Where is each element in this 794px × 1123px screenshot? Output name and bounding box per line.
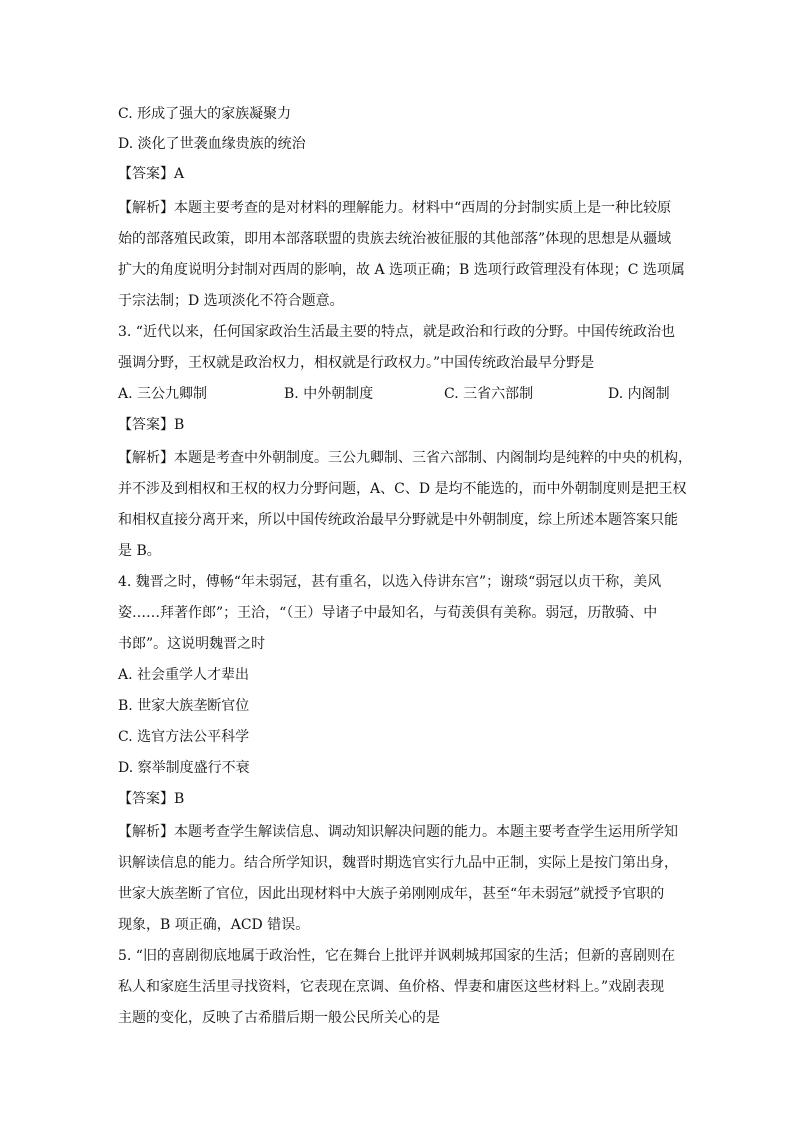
q2-analysis-line: 扩大的角度说明分封制对西周的影响，故 A 选项正确；B 选项行政管理没有体现；C 选项属 (118, 262, 685, 278)
q3-option-d: D. 内阁制 (608, 386, 670, 402)
q3-option-b: B. 中外朝制度 (284, 386, 374, 402)
q3-analysis-line: 【解析】本题是考查中外朝制度。三公九卿制、三省六部制、内阁制均是纯粹的中央的机构， (118, 450, 692, 466)
q3-stem-line: 3. “近代以来，任何国家政治生活最主要的特点，就是政治和行政的分野。中国传统政治也 (118, 324, 675, 340)
q4-analysis-line: 世家大族垄断了官位，因此出现材料中大族子弟刚刚成年，甚至“年未弱冠”就授予官职的 (118, 886, 665, 902)
q4-analysis-line: 识解读信息的能力。结合所学知识，魏晋时期选官实行九品中正制，实际上是按门第出身， (118, 855, 678, 871)
q3-option-a: A. 三公九卿制 (118, 386, 208, 402)
q4-stem-line: 姿……拜著作郎”；王洽，“（王）导诸子中最知名，与荀羡俱有美称。弱冠，历散骑、中 (118, 605, 658, 621)
q3-answer: 【答案】B (118, 417, 185, 433)
q4-analysis-line: 现象，B 项正确，ACD 错误。 (118, 917, 310, 933)
q3-options (118, 384, 678, 404)
q2-answer: 【答案】A (118, 166, 185, 182)
q4-analysis-line: 【解析】本题考查学生解读信息、调动知识解决问题的能力。本题主要考查学生运用所学知 (118, 824, 678, 840)
q4-option-b: B. 世家大族垄断官位 (118, 698, 250, 714)
q4-option-c: C. 选官方法公平科学 (118, 729, 250, 745)
q5-stem-line: 主题的变化，反映了古希腊后期一般公民所关心的是 (118, 1010, 440, 1026)
q4-option-d: D. 察举制度盛行不衰 (118, 760, 250, 776)
q3-analysis-line: 并不涉及到相权和王权的权力分野问题，A、C、D 是均不能选的，而中外朝制度则是把王权 (118, 481, 687, 497)
q4-stem-line: 4. 魏晋之时，傅畅“年未弱冠，甚有重名，以选入侍讲东宫”；谢琰“弱冠以贞干称，美风 (118, 574, 662, 590)
q2-option-c: C. 形成了强大的家族凝聚力 (118, 106, 292, 122)
q2-analysis-line: 始的部落殖民政策，即用本部落联盟的贵族去统治被征服的其他部落”体现的思想是从疆域 (118, 231, 672, 247)
q5-stem-line: 5. “旧的喜剧彻底地属于政治性，它在舞台上批评并讽刺城邦国家的生活；但新的喜剧则在 (118, 948, 675, 964)
q3-option-c: C. 三省六部制 (444, 386, 534, 402)
q5-stem-line: 私人和家庭生活里寻找资料，它表现在烹调、鱼价格、悍妻和庸医这些材料上。”戏剧表现 (118, 979, 665, 995)
q4-answer: 【答案】B (118, 791, 185, 807)
q3-analysis-line: 和相权直接分离开来，所以中国传统政治最早分野就是中外朝制度，综上所述本题答案只能 (118, 512, 678, 528)
q4-stem-line: 书郎”。这说明魏晋之时 (118, 636, 266, 652)
q4-option-a: A. 社会重学人才辈出 (118, 667, 250, 683)
q3-analysis-line: 是 B。 (118, 543, 161, 559)
q2-option-d: D. 淡化了世袭血缘贵族的统治 (118, 136, 306, 152)
q2-analysis-line: 【解析】本题主要考查的是对材料的理解能力。材料中“西周的分封制实质上是一种比较原 (118, 200, 672, 216)
q2-analysis-line: 于宗法制；D 选项淡化不符合题意。 (118, 293, 344, 309)
q3-stem-line: 强调分野，王权就是政治权力，相权就是行政权力。”中国传统政治最早分野是 (118, 355, 595, 371)
